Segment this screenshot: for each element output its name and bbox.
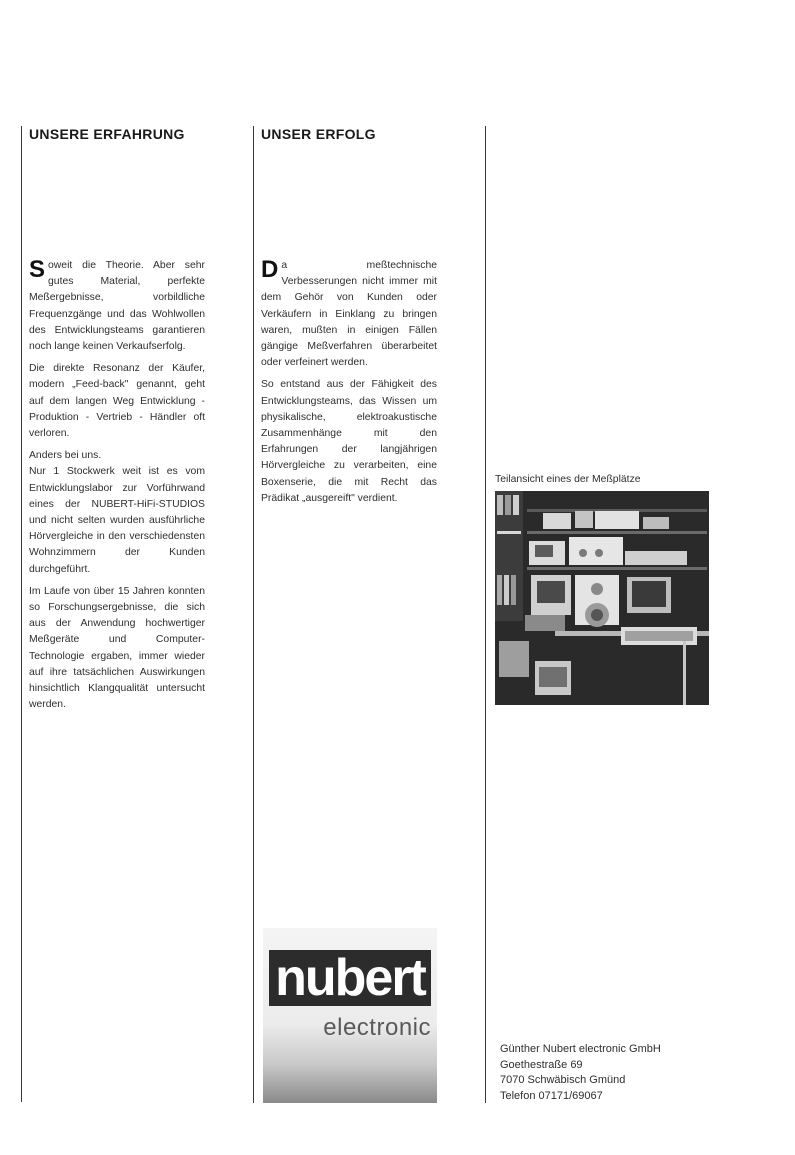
column-rule-left [21,126,22,1102]
lab-photo [495,491,709,705]
company-address [500,1042,661,1104]
left-column-heading: UNSERE ERFAHRUNG [29,126,185,142]
nubert-logo [263,928,437,1103]
paragraph: Anders bei uns. [29,450,102,462]
paragraph: Nur 1 Stockwerk weit ist es vom Entwicklungslabor zur Vorführwand eines der NUBERT-HiFi-STUDIOS und nicht selten wurden ausführliche Hörvergleiche in den verschiedensten Wohnzimmern der Kunden durchgeführt. [29,466,205,575]
logo-wordmark: nubert [269,950,431,1006]
dropcap: D [261,256,279,283]
address-line: Goethestraße 69 [500,1058,583,1071]
paragraph: Die direkte Resonanz der Käufer, modern „Feed-back" genannt, geht auf dem langen Weg Entwicklung - Produktion - Vertrieb - Händler oft verloren. [29,363,205,440]
address-line: Günther Nubert electronic GmbH [500,1043,661,1055]
address-line: Telefon 07171/69067 [500,1089,603,1102]
logo-subtitle: electronic [323,1014,431,1041]
left-column-body [29,258,205,719]
middle-column [261,126,437,142]
address-line: 7070 Schwäbisch Gmünd [500,1074,626,1086]
column-rule-right [485,126,486,1103]
paragraph: So entstand aus der Fähigkeit des Entwicklungsteams, das Wissen um physikalische, elektroakustische Zusammenhänge mit den Erfahrungen der langjährigen Hörvergleiche zu verarbeiten, eine Boxenserie, die mit Recht das Prädikat „ausgereift" verdient. [261,379,437,504]
dropcap: S [29,256,46,283]
column-rule-middle [253,126,254,1103]
photo-caption: Teilansicht eines der Meßplätze [495,474,641,485]
paragraph: Soweit die Theorie. Aber sehr gutes Material, perfekte Meßergebnisse, vorbildliche Frequenzgänge und das Wohlwollen des Entwicklungsteams garantieren noch lange keinen Verkaufserfolg. [29,256,205,353]
lab-photo-illustration [495,491,709,705]
middle-column-heading: UNSER ERFOLG [261,126,376,142]
left-column [29,126,205,142]
paragraph: Da meßtechnische Verbesserungen nicht immer mit dem Gehör von Kunden oder Verkäufern in Einklang zu bringen waren, mußten in einigen Fällen gängige Meßverfahren überarbeitet oder verfeinert werden. [261,256,437,369]
middle-column-body [261,258,437,513]
paragraph: Im Laufe von über 15 Jahren konnten so Forschungsergebnisse, die sich aus der Anwendung hochwertiger Meßgeräte und Computer-Technologie ergaben, immer wieder auf ihre tatsächlichen Auswirkungen hinsichtlich Klangqualität untersucht werden. [29,585,205,711]
